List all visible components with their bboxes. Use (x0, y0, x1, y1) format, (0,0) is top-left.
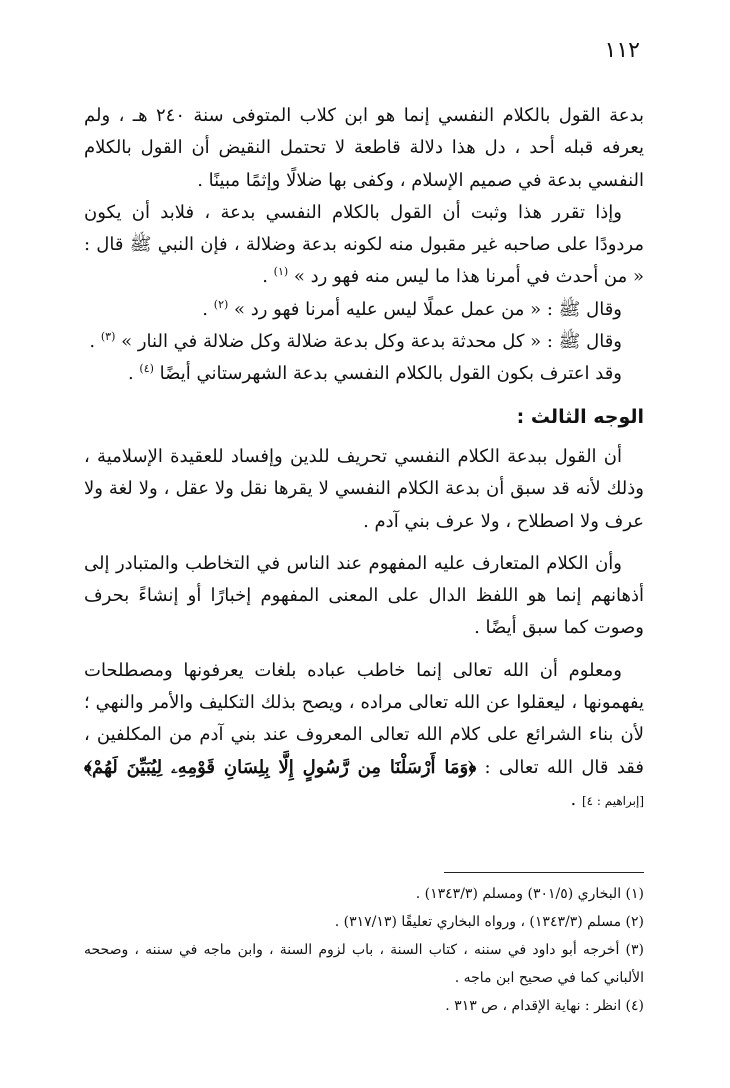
paragraph-1: بدعة القول بالكلام النفسي إنما هو ابن كلاب المتوفى سنة ٢٤٠ هـ ، ولم يعرفه قبله أحد ، دل هذا دلالة قاطعة لا تحتمل النقيض أن القول بالكلام النفسي بدعة في صميم الإسلام ، وكفى بها ضلالًا وإثمًا مبينًا . (84, 105, 644, 191)
main-text (84, 100, 644, 817)
end-dot: . (262, 266, 268, 288)
paragraph-6: أن القول ببدعة الكلام النفسي تحريف للدين وإفساد للعقيدة الإسلامية ، وذلك لأنه قد سبق أن بدعة الكلام النفسي لا يقرها نقل ولا عقل ، ولا لغة ولا عرف ولا اصطلاح ، ولا عرف بني آدم . (84, 445, 644, 532)
quran-verse: ﴿وَمَا أَرْسَلْنَا مِن رَّسُولٍ إِلَّا بِلِسَانِ قَوْمِهِۦ لِيُبَيِّنَ لَهُمْ﴾ (84, 756, 477, 778)
footnote-2: (٢) مسلم (١٣٤٣/٣) ، ورواه البخاري تعليقًا (٣١٧/١٣) . (334, 914, 644, 930)
verse-reference: [إبراهيم : ٤] (581, 793, 644, 808)
paragraph-4 (84, 326, 644, 358)
footnote-1: (١) البخاري (٣٠١/٥) ومسلم (١٣٤٣/٣) . (415, 886, 644, 902)
footnote-mark-1: (١) (273, 265, 289, 279)
footnote-mark-4: (٤) (139, 362, 154, 376)
paragraph-2 (84, 197, 644, 294)
footnote-mark-3: (٣) (100, 330, 116, 344)
paragraph-3 (84, 294, 644, 326)
end-dot: . (89, 331, 96, 353)
paragraph-3-text: وقال ﷺ : « من عمل عملًا ليس عليه أمرنا فهو رد » (234, 298, 622, 320)
footnotes (84, 880, 644, 1020)
end-dot: . (570, 788, 577, 810)
page-number: ١١٢ (604, 38, 640, 63)
paragraph-8-text: ومعلوم أن الله تعالى إنما خاطب عباده بلغات يعرفونها ومصطلحات يفهمونها ، ليعقلوا عن الله تعالى مراده ، ويصح بذلك التكليف والأمر والنهي ؛ لأن بناء الشرائع على كلام الله تعالى المعروف عند بني آدم من المكلفين ، فقد قال الله تعالى : (84, 659, 644, 778)
paragraph-2-text: وإذا تقرر هذا وثبت أن القول بالكلام النفسي بدعة ، فلابد أن يكون مردودًا على صاحبه غير مقبول منه لكونه بدعة وضلالة ، فإن النبي ﷺ قال : « من أحدث في أمرنا هذا ما ليس منه فهو رد » (84, 201, 644, 288)
paragraph-4-text: وقال ﷺ : « كل محدثة بدعة وكل بدعة ضلالة وكل ضلالة في النار » (121, 331, 622, 353)
paragraph-8 (84, 655, 644, 817)
paragraph-5-text: وقد اعترف بكون القول بالكلام النفسي بدعة الشهرستاني أيضًا (159, 363, 622, 385)
paragraph-5 (84, 358, 644, 390)
end-dot: . (127, 363, 134, 385)
footnote-mark-2: (٢) (213, 297, 229, 311)
paragraph-7: وأن الكلام المتعارف عليه المفهوم عند الناس في التخاطب والمتبادر إلى أذهانهم إنما هو اللفظ الدال على المعنى المفهوم إخبارًا أو إنشاءً بحرف وصوت كما سبق أيضًا . (84, 552, 644, 639)
footnote-3: (٣) أخرجه أبو داود في سننه ، كتاب السنة ، باب لزوم السنة ، وابن ماجه في سننه ، وصححه الألباني كما في صحيح ابن ماجه . (84, 942, 645, 986)
end-dot: . (202, 298, 209, 320)
footnote-4: (٤) انظر : نهاية الإقدام ، ص ٣١٣ . (445, 998, 644, 1014)
footnote-divider (444, 872, 644, 873)
section-heading: الوجه الثالث : (516, 405, 644, 428)
